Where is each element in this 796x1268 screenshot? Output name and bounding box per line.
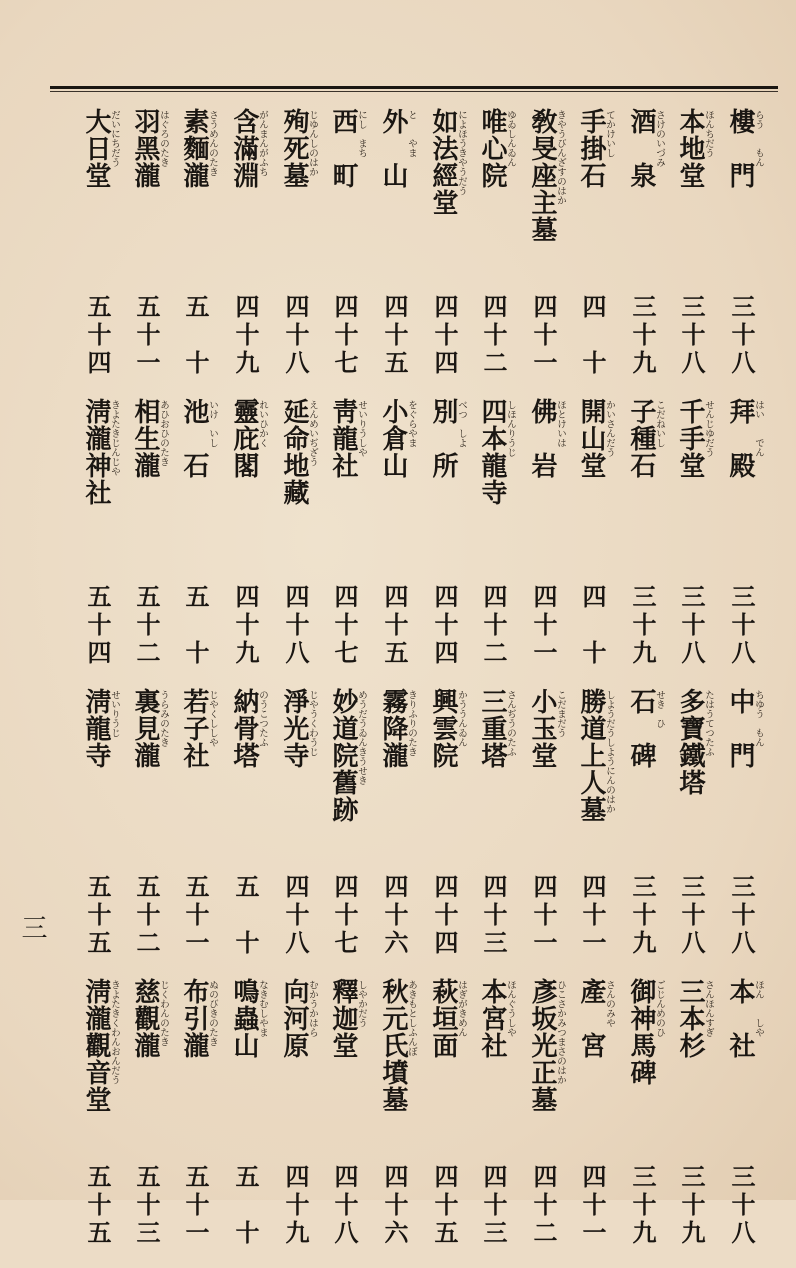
entry-name: 敎旻座主墓 [527, 108, 557, 243]
entry-furigana: さんぢうのたふ [505, 690, 516, 757]
entry-furigana: さけのいづみ [654, 110, 665, 167]
index-entry [76, 688, 124, 978]
entry-name: 多寶鐵塔 [675, 688, 705, 796]
entry-page-number: 四十四 [430, 584, 459, 668]
index-entry [621, 398, 669, 688]
entry-furigana: てかけいし [604, 110, 615, 158]
index-entry [571, 398, 619, 688]
index-entry [373, 978, 421, 1268]
entry-name: 外 山 [378, 108, 408, 189]
entry-furigana: なきむしやま [257, 980, 268, 1037]
entry-name: 千手堂 [675, 398, 705, 479]
entry-name: 羽黑瀧 [130, 108, 160, 189]
entry-name: 子種石 [626, 398, 656, 479]
entry-name: 勝道上人墓 [576, 688, 606, 823]
index-entry [274, 108, 322, 398]
entry-page-number: 四十一 [529, 874, 558, 958]
entry-name: 石 碑 [626, 688, 656, 769]
entry-furigana: はぐろのたき [158, 110, 169, 167]
entry-furigana: にし まち [356, 110, 367, 158]
entry-page-number: 五十二 [132, 874, 161, 958]
entry-name: 如法經堂 [428, 108, 458, 216]
entry-page-number: 四十七 [330, 584, 359, 668]
entry-name: 三本杉 [675, 978, 705, 1059]
entry-furigana: こだまだう [555, 690, 566, 738]
entry-name: 彥坂光正墓 [527, 978, 557, 1113]
index-entry [76, 978, 124, 1268]
entry-furigana: きよたきじんじや [109, 400, 120, 476]
entry-furigana: せんじゆだう [703, 400, 714, 457]
index-entry [76, 108, 124, 398]
entry-furigana: れいひかく [257, 400, 268, 448]
entry-page-number: 五十五 [83, 874, 112, 958]
entry-furigana: かううんゐん [456, 690, 467, 747]
entry-page-number: 四十六 [380, 874, 409, 958]
page-number: 三 [17, 914, 47, 940]
index-entry [323, 978, 371, 1268]
index-entry [472, 978, 520, 1268]
entry-furigana: らう もん [753, 110, 764, 167]
index-entry [423, 398, 471, 688]
entry-name: 本宮社 [477, 978, 507, 1059]
entry-furigana: あひおひのたき [158, 400, 169, 467]
index-entry [720, 398, 768, 688]
index-entry [125, 978, 173, 1268]
index-entry [274, 688, 322, 978]
entry-furigana: ほんぐうしや [505, 980, 516, 1037]
entry-name: 別 所 [428, 398, 458, 479]
entry-furigana: はぎがきめん [456, 980, 467, 1037]
entry-page-number: 四十九 [231, 294, 260, 378]
index-entry [224, 398, 272, 688]
entry-name: 拜 殿 [725, 398, 755, 479]
entry-page-number: 四十八 [281, 584, 310, 668]
entry-furigana: えんめいぢざう [307, 400, 318, 467]
index-entry [423, 978, 471, 1268]
index-entry [125, 108, 173, 398]
entry-furigana: しほんりうじ [505, 400, 516, 457]
entry-name: 釋迦堂 [328, 978, 358, 1059]
entry-page-number: 五十四 [83, 294, 112, 378]
entry-furigana: さんのみや [604, 980, 615, 1028]
entry-name: 淸瀧神社 [81, 398, 111, 506]
index-entry [571, 978, 619, 1268]
entry-name: 若子社 [179, 688, 209, 769]
index-entry [571, 108, 619, 398]
entry-page-number: 四十一 [529, 294, 558, 378]
entry-name: 鳴蟲山 [229, 978, 259, 1059]
entry-furigana: うらみのたき [158, 690, 169, 747]
index-entry [174, 398, 222, 688]
entry-page-number: 四十三 [479, 1164, 508, 1248]
entry-furigana: せいりうじ [109, 690, 120, 738]
entry-page-number: 四十四 [430, 294, 459, 378]
entry-name: 小玉堂 [527, 688, 557, 769]
entry-name: 素麵瀧 [179, 108, 209, 189]
entry-name: 興雲院 [428, 688, 458, 769]
entry-furigana: ゆゐしんゐん [505, 110, 516, 167]
entry-name: 三重塔 [477, 688, 507, 769]
index-entry [323, 398, 371, 688]
entry-furigana: しようだうしようにんのはか [604, 690, 615, 814]
entry-name: 裏見瀧 [130, 688, 160, 769]
entry-page-number: 五 十 [181, 584, 210, 668]
entry-name: 本地堂 [675, 108, 705, 189]
index-entry [125, 398, 173, 688]
entry-name: 唯心院 [477, 108, 507, 189]
entry-furigana: さんほんすぎ [703, 980, 714, 1037]
index-entry [522, 398, 570, 688]
index-entry [720, 688, 768, 978]
index-entry [522, 688, 570, 978]
entry-page-number: 五 十 [231, 874, 260, 958]
index-entry [720, 978, 768, 1268]
index-entry [472, 398, 520, 688]
index-entry [621, 978, 669, 1268]
index-entry [224, 108, 272, 398]
entry-furigana: のうこつたふ [257, 690, 268, 747]
entry-page-number: 四十一 [529, 584, 558, 668]
entry-page-number: 三十八 [727, 1164, 756, 1248]
entry-page-number: 三十九 [677, 1164, 706, 1248]
entry-page-number: 四十五 [430, 1164, 459, 1248]
entry-page-number: 五十一 [181, 1164, 210, 1248]
entry-name: 殉死墓 [279, 108, 309, 189]
entry-page-number: 四十七 [330, 294, 359, 378]
entry-furigana: だいにちだう [109, 110, 120, 167]
entry-name: 布引瀧 [179, 978, 209, 1059]
entry-page-number: 四十八 [330, 1164, 359, 1248]
entry-page-number: 四十五 [380, 294, 409, 378]
entry-page-number: 五 十 [231, 1164, 260, 1248]
entry-furigana: いけ いし [207, 400, 218, 448]
index-entry [571, 688, 619, 978]
entry-name: 妙道院舊跡 [328, 688, 358, 823]
entry-furigana: めうだうゐんきうせき [356, 690, 367, 785]
entry-page-number: 四 十 [578, 584, 607, 668]
index-entry [274, 978, 322, 1268]
entry-page-number: 三十八 [727, 874, 756, 958]
index-entry [670, 108, 718, 398]
index-entry [670, 978, 718, 1268]
entry-name: 延命地藏 [279, 398, 309, 506]
entry-furigana: かいさんだう [604, 400, 615, 457]
entry-furigana: がんまんがふち [257, 110, 268, 177]
entry-name: 池 石 [179, 398, 209, 479]
entry-page-number: 三十八 [677, 294, 706, 378]
entry-name: 小倉山 [378, 398, 408, 479]
entry-page-number: 四十八 [281, 294, 310, 378]
entry-page-number: 三十八 [677, 874, 706, 958]
entry-name: 霧降瀧 [378, 688, 408, 769]
index-entry [174, 108, 222, 398]
index-entry [76, 398, 124, 688]
entry-name: 相生瀧 [130, 398, 160, 479]
index-entry [621, 108, 669, 398]
entry-furigana: さうめんのたき [207, 110, 218, 177]
index-entry [224, 978, 272, 1268]
entry-name: 大日堂 [81, 108, 111, 189]
entry-page-number: 四十九 [231, 584, 260, 668]
index-entry [472, 688, 520, 978]
index-entry [373, 398, 421, 688]
entry-page-number: 四十八 [281, 874, 310, 958]
index-entry [274, 398, 322, 688]
entry-page-number: 四十六 [380, 1164, 409, 1248]
index-entry [323, 688, 371, 978]
entry-page-number: 三十八 [727, 294, 756, 378]
entry-furigana: しやかだう [356, 980, 367, 1028]
entry-page-number: 四十一 [578, 874, 607, 958]
entry-page-number: 四十二 [479, 294, 508, 378]
entry-page-number: 五十五 [83, 1164, 112, 1248]
entry-furigana: きりふりのたき [406, 690, 417, 757]
index-entry [373, 108, 421, 398]
top-rule [50, 86, 778, 89]
entry-furigana: じやくししや [207, 690, 218, 747]
entry-page-number: 四 十 [578, 294, 607, 378]
entry-name: 淸龍寺 [81, 688, 111, 769]
entry-name: 淨光寺 [279, 688, 309, 769]
entry-name: 含滿淵 [229, 108, 259, 189]
entry-furigana: きやうびんざすのはか [555, 110, 566, 205]
index-entry [224, 688, 272, 978]
entry-furigana: ぬのびきのたき [207, 980, 218, 1047]
entry-name: 開山堂 [576, 398, 606, 479]
entry-name: 佛 岩 [527, 398, 557, 479]
entry-furigana: ひこさかみつまさのはか [555, 980, 566, 1085]
entry-furigana: こだねいし [654, 400, 665, 448]
entry-furigana: はい でん [753, 400, 764, 457]
entry-name: 中 門 [725, 688, 755, 769]
entry-page-number: 五十三 [132, 1164, 161, 1248]
entry-page-number: 五十二 [132, 584, 161, 668]
entry-furigana: ほとけいは [555, 400, 566, 448]
entry-name: 靑龍社 [328, 398, 358, 479]
entry-page-number: 五十四 [83, 584, 112, 668]
entry-name: 四本龍寺 [477, 398, 507, 506]
index-entry [423, 688, 471, 978]
entry-page-number: 五十一 [132, 294, 161, 378]
entry-furigana: ほん しや [753, 980, 764, 1037]
index-entry [373, 688, 421, 978]
entry-page-number: 四十一 [578, 1164, 607, 1248]
index-entry [670, 688, 718, 978]
index-entry [522, 108, 570, 398]
entry-name: 酒 泉 [626, 108, 656, 189]
index-entry [522, 978, 570, 1268]
entry-name: 秋元氏墳墓 [378, 978, 408, 1113]
entry-furigana: ほんちだう [703, 110, 714, 158]
entry-page-number: 三十九 [628, 294, 657, 378]
entry-page-number: 四十九 [281, 1164, 310, 1248]
entry-page-number: 四十三 [479, 874, 508, 958]
entry-page-number: 三十八 [677, 584, 706, 668]
index-entry [174, 978, 222, 1268]
entry-page-number: 四十四 [430, 874, 459, 958]
entry-furigana: せいりうしや [356, 400, 367, 457]
index-entry [472, 108, 520, 398]
entry-name: 西 町 [328, 108, 358, 189]
entry-name: 本 社 [725, 978, 755, 1059]
entry-furigana: じゆんしのはか [307, 110, 318, 177]
entry-name: 納骨塔 [229, 688, 259, 769]
entry-page-number: 五 十 [181, 294, 210, 378]
entry-furigana: べつ しよ [456, 400, 467, 448]
entry-name: 手掛石 [576, 108, 606, 189]
entry-furigana: きよたきくわんおんだう [109, 980, 120, 1085]
entry-furigana: によほうきやうだう [456, 110, 467, 196]
entry-name: 淸瀧觀音堂 [81, 978, 111, 1113]
entry-page-number: 四十五 [380, 584, 409, 668]
entry-name: 萩垣面 [428, 978, 458, 1059]
index-entry [670, 398, 718, 688]
entry-furigana: じくわんのたき [158, 980, 169, 1047]
entry-furigana: ごじんめのひ [654, 980, 665, 1037]
entry-page-number: 三十九 [628, 874, 657, 958]
index-entry [720, 108, 768, 398]
entry-page-number: 三十九 [628, 1164, 657, 1248]
entry-furigana: をぐらやま [406, 400, 417, 448]
entry-furigana: と やま [406, 110, 417, 158]
entry-furigana: ちゆう もん [753, 690, 764, 747]
index-entry [323, 108, 371, 398]
entry-name: 慈觀瀧 [130, 978, 160, 1059]
entry-name: 向河原 [279, 978, 309, 1059]
entry-name: 靈庇閣 [229, 398, 259, 479]
entry-name: 樓 門 [725, 108, 755, 189]
entry-furigana: たはうてつたふ [703, 690, 714, 757]
entry-page-number: 四十二 [479, 584, 508, 668]
index-entry [174, 688, 222, 978]
index-entry [125, 688, 173, 978]
entry-page-number: 四十二 [529, 1164, 558, 1248]
entry-page-number: 五十一 [181, 874, 210, 958]
entry-page-number: 三十八 [727, 584, 756, 668]
entry-furigana: じやうくわうじ [307, 690, 318, 757]
entry-name: 御神馬碑 [626, 978, 656, 1086]
entry-page-number: 四十七 [330, 874, 359, 958]
entry-furigana: せき ひ [654, 690, 665, 728]
entry-furigana: むかうかはら [307, 980, 318, 1037]
index-entry [621, 688, 669, 978]
entry-furigana: あきもとしふんぼ [406, 980, 417, 1056]
entry-name: 產 宮 [576, 978, 606, 1059]
entry-page-number: 三十九 [628, 584, 657, 668]
index-entry [423, 108, 471, 398]
